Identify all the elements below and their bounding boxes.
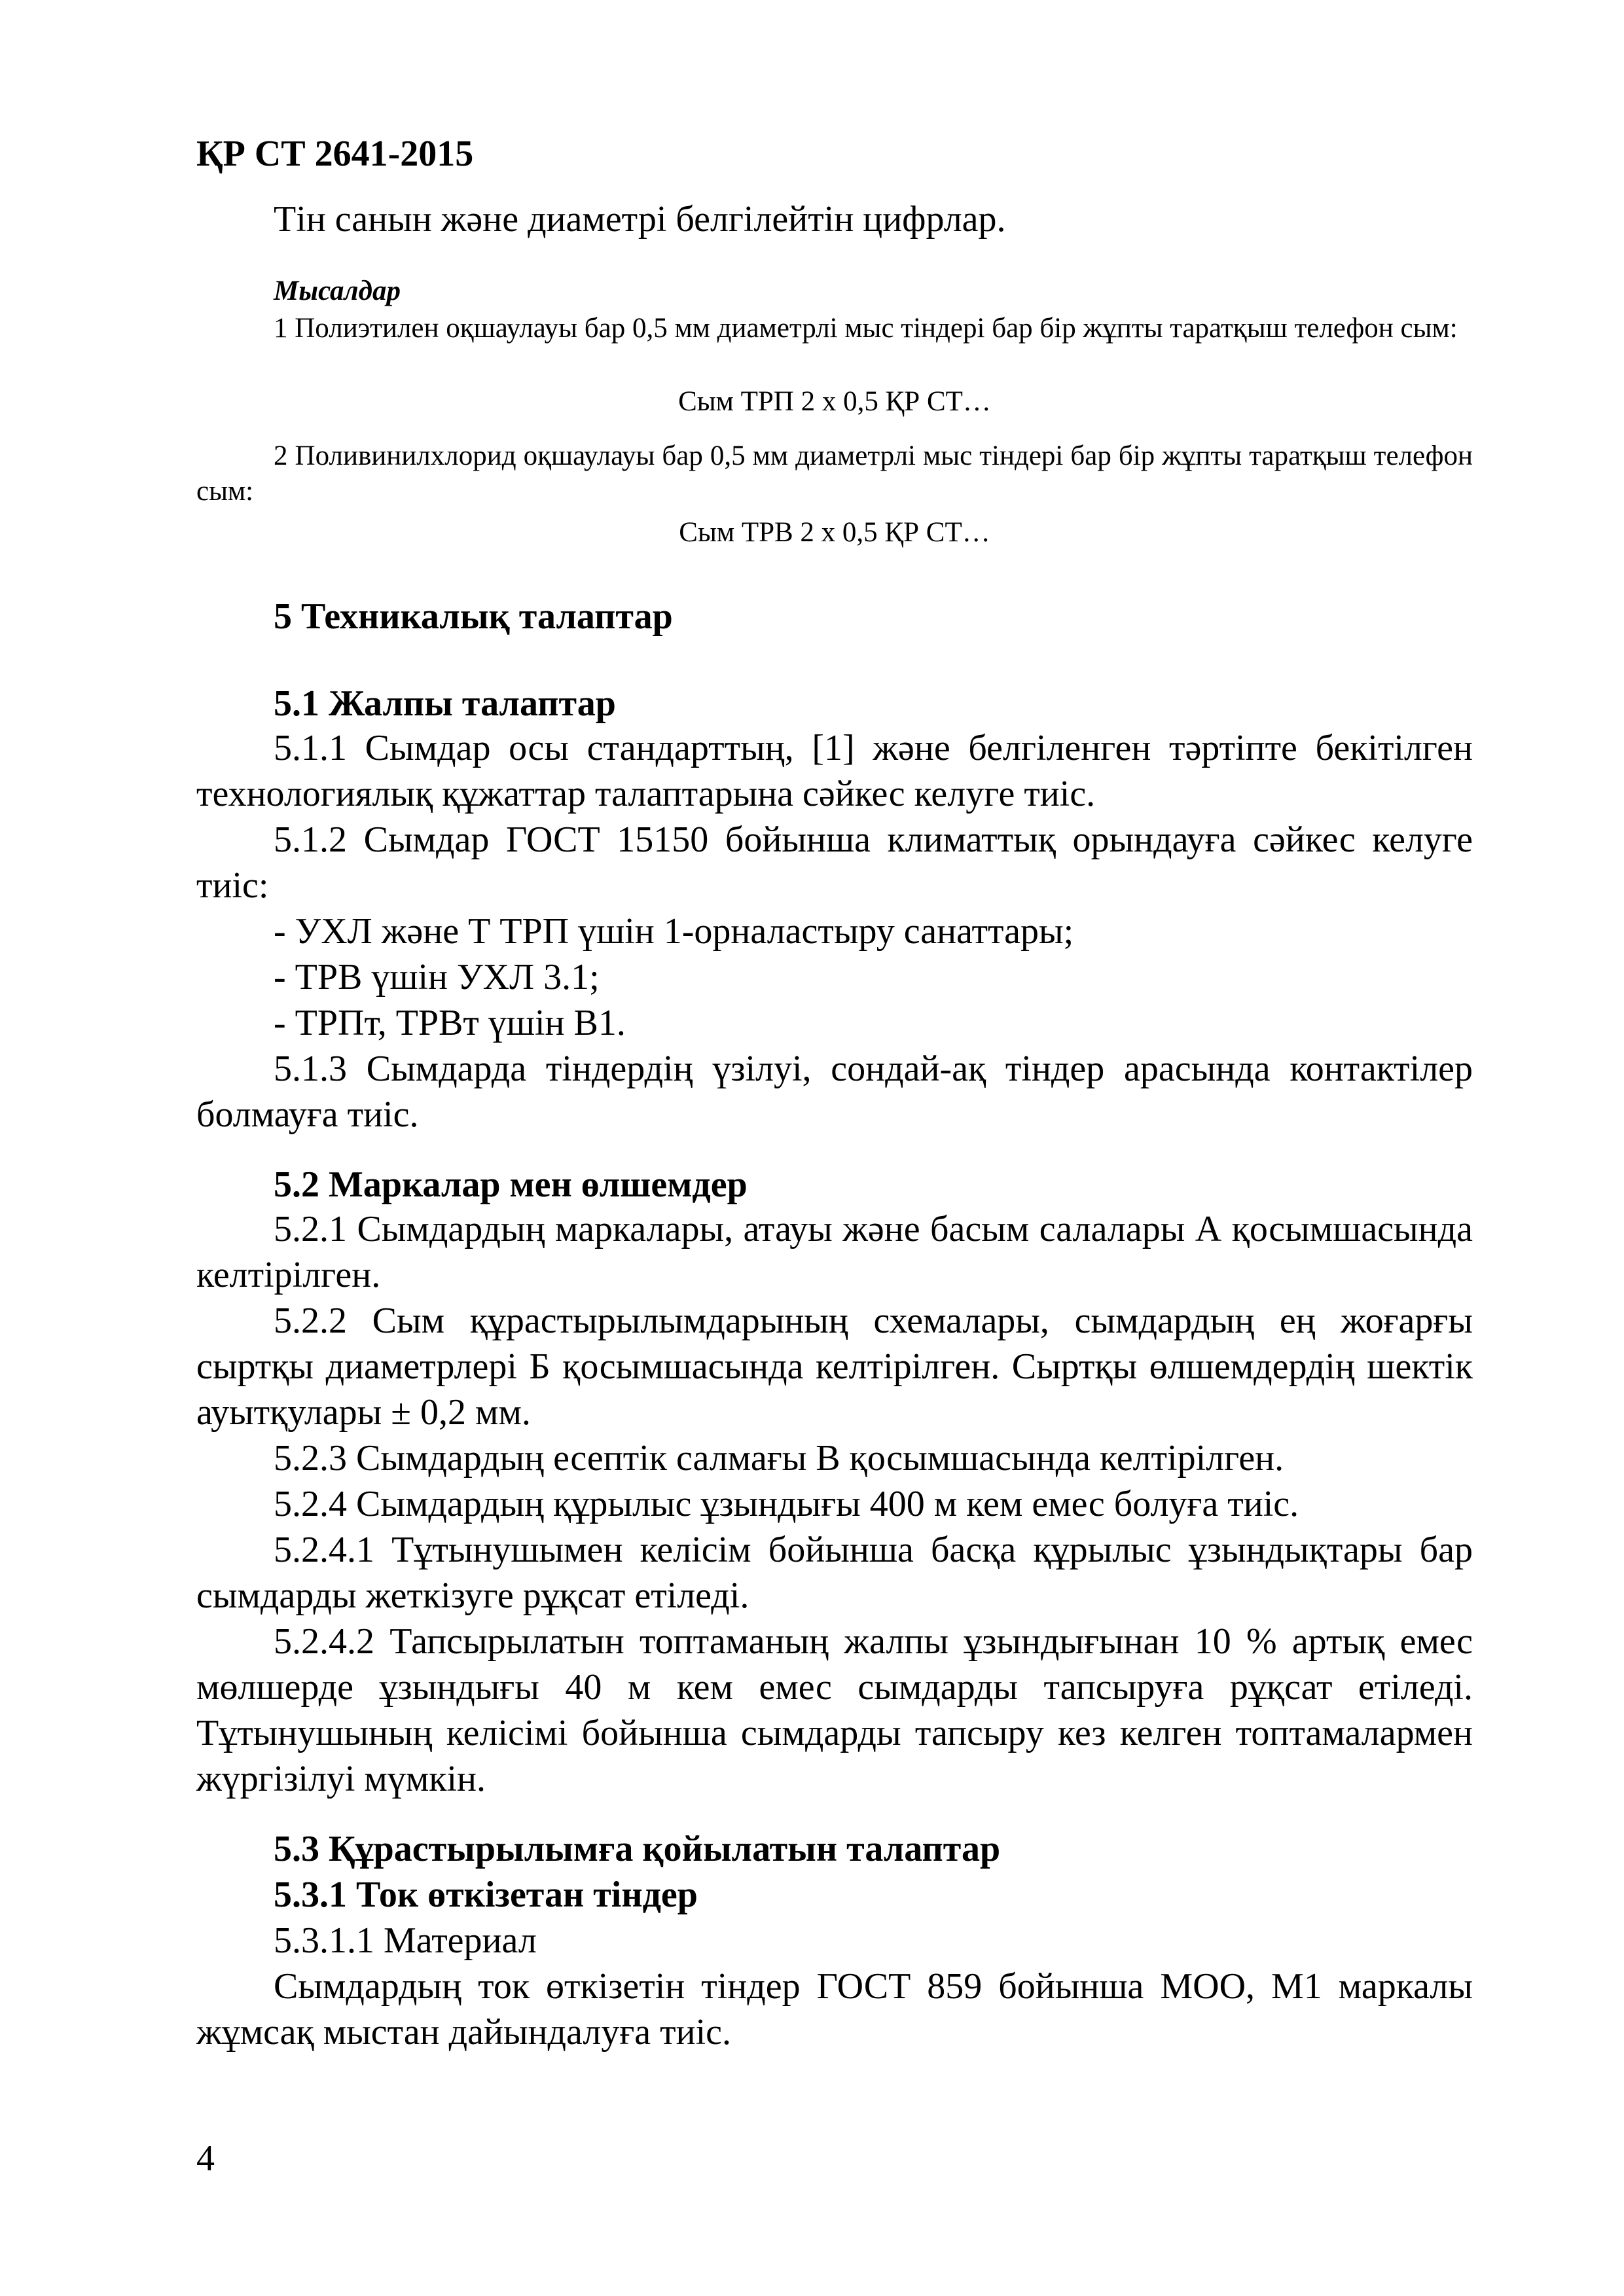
list-item: - ТРПт, ТРВт үшін В1. xyxy=(274,1003,626,1043)
paragraph-5-2-4: 5.2.4 Сымдардың құрылыс ұзындығы 400 м кем емес болуға тиіс. xyxy=(274,1484,1299,1524)
section-5-1-title: 5.1 Жалпы талаптар xyxy=(274,683,616,724)
list-item: - ТРВ үшін УХЛ 3.1; xyxy=(274,957,600,997)
paragraph-5-2-4-1: 5.2.4.1 Тұтынушымен келісім бойынша басқа құрылыс ұзындықтары бар сымдарды жеткізуге рұқсат етіледі. xyxy=(196,1530,1473,1616)
section-5-title: 5 Техникалық талаптар xyxy=(274,596,673,637)
paragraph-5-1-1: 5.1.1 Сымдар осы стандарттың, [1] және белгіленген тәртіпте бекітілген технологиялық құжаттар талаптарына сәйкес келуге тиіс. xyxy=(196,728,1473,814)
example-2-text: 2 Поливинилхлорид оқшаулауы бар 0,5 мм диаметрлі мыс тіндері бар бір жұпты таратқыш телефон сым: xyxy=(196,440,1473,507)
section-5-3-title: 5.3 Құрастырылымға қойылатын талаптар xyxy=(274,1829,1001,1869)
examples-heading: Мысалдар xyxy=(274,276,401,306)
standard-code: ҚР СТ 2641-2015 xyxy=(196,134,474,174)
list-item: - УХЛ және Т ТРП үшін 1-орналастыру санаттары; xyxy=(274,911,1074,952)
example-2-designation: Сым ТРВ 2 х 0,5 ҚР СТ… xyxy=(679,517,990,548)
paragraph-5-2-1: 5.2.1 Сымдардың маркалары, атауы және басым салалары А қосымшасында келтірілген. xyxy=(196,1209,1473,1295)
section-5-2-title: 5.2 Маркалар мен өлшемдер xyxy=(274,1164,748,1205)
section-5-3-1-1-title: 5.3.1.1 Материал xyxy=(274,1920,537,1961)
paragraph-5-1-3: 5.1.3 Сымдарда тіндердің үзілуі, сондай-ақ тіндер арасында контактілер болмауға тиіс. xyxy=(196,1049,1473,1135)
example-1-text: 1 Полиэтилен оқшаулауы бар 0,5 мм диаметрлі мыс тіндері бар бір жұпты таратқыш телефон сым: xyxy=(274,313,1458,344)
example-1-designation: Сым ТРП 2 х 0,5 ҚР СТ… xyxy=(678,386,991,417)
paragraph-5-2-2: 5.2.2 Сым құрастырылымдарының схемалары, сымдардың ең жоғарғы сыртқы диаметрлері Б қосымшасында келтірілген. Сыртқы өлшемдердің шектік ауытқулары ± 0,2 мм. xyxy=(196,1300,1473,1433)
paragraph-5-2-4-2: 5.2.4.2 Тапсырылатын топтаманың жалпы ұзындығынан 10 % артық емес мөлшерде ұзындығы 40 м кем емес сымдарды тапсыруға рұқсат етіледі. Тұтынушының келісімі бойынша сымдарды тапсыру кез келген топтамалармен жүргізілуі мүмкін. xyxy=(196,1621,1473,1799)
section-5-3-1-title: 5.3.1 Ток өткізетан тіндер xyxy=(274,1874,698,1915)
page-number: 4 xyxy=(196,2138,215,2179)
paragraph-material: Сымдардың ток өткізетін тіндер ГОСТ 859 бойынша МОО, М1 маркалы жұмсақ мыстан дайындалуға тиіс. xyxy=(196,1966,1473,2053)
paragraph-5-2-3: 5.2.3 Сымдардың есептік салмағы В қосымшасында келтірілген. xyxy=(274,1438,1284,1479)
intro-line: Тін санын және диаметрі белгілейтін цифрлар. xyxy=(274,199,1006,240)
paragraph-5-1-2: 5.1.2 Сымдар ГОСТ 15150 бойынша климаттық орындауға сәйкес келуге тиіс: xyxy=(196,819,1473,906)
